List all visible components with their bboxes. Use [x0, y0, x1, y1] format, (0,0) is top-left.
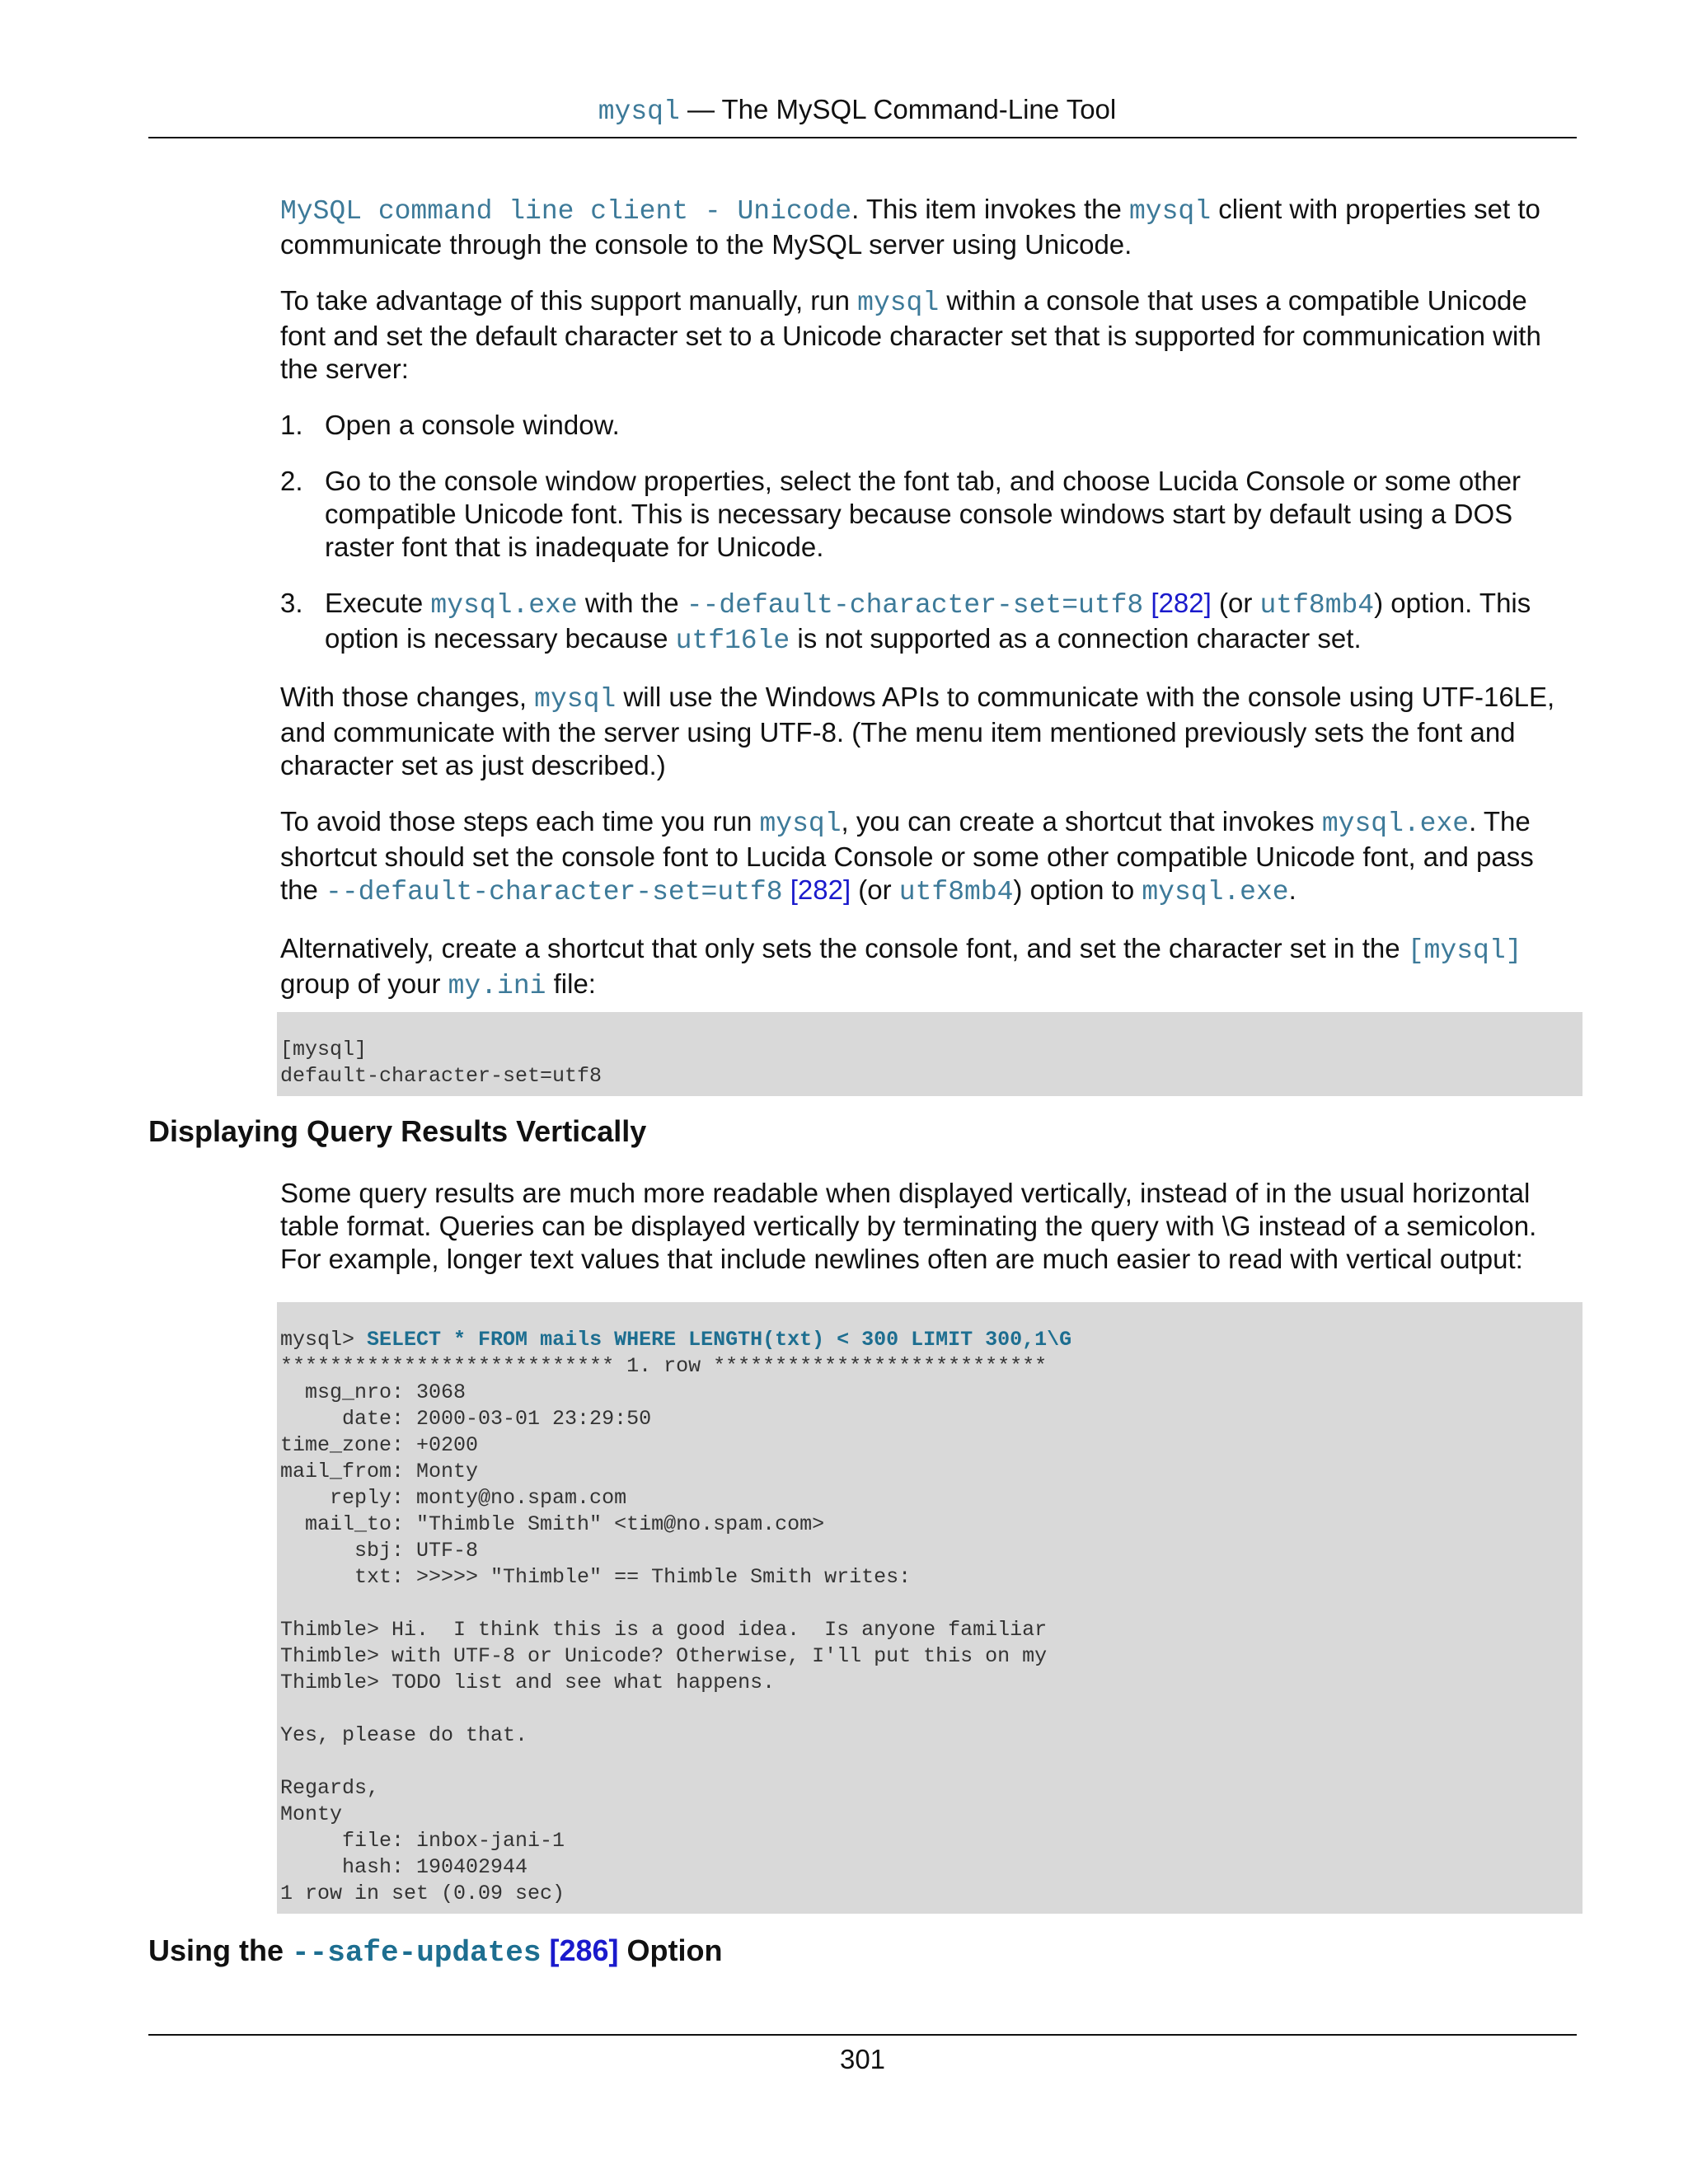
- config-code-block: [mysql] default-character-set=utf8: [277, 1012, 1582, 1096]
- text: Execute: [325, 588, 431, 618]
- menu-item-name: MySQL command line client - Unicode: [280, 196, 852, 227]
- text: .: [1288, 874, 1296, 905]
- code-prompt: mysql>: [280, 1328, 368, 1352]
- code-command: SELECT * FROM mails WHERE LENGTH(txt) < 300 LIMIT 300,1\G: [367, 1328, 1072, 1352]
- page-number: 301: [839, 2044, 886, 2074]
- list-item: [280, 465, 1574, 564]
- inline-code: mysql: [857, 288, 940, 318]
- list-text: Open a console window.: [325, 410, 620, 440]
- query-code-block: [277, 1302, 1582, 1914]
- header-rule: [148, 137, 1577, 138]
- text: To avoid those steps each time you run: [280, 806, 760, 837]
- section-heading-safe-updates: [148, 1933, 723, 1970]
- text: group of your: [280, 968, 448, 999]
- main-content: [280, 193, 1574, 1026]
- option-link[interactable]: --default-character-set=utf8: [686, 590, 1144, 621]
- inline-code: mysql: [534, 684, 617, 715]
- inline-code: mysql: [1129, 196, 1212, 227]
- text: . This item invokes the: [851, 194, 1129, 224]
- option-link[interactable]: --safe-updates: [292, 1936, 542, 1970]
- text: client with properties set to communicate through the console to the MySQL server using Unicode.: [280, 194, 1540, 260]
- steps-list: [280, 409, 1574, 658]
- text: ) option. This option is necessary because: [325, 588, 1531, 654]
- reference-link[interactable]: [286]: [549, 1933, 619, 1967]
- inline-code: mysql.exe: [1142, 877, 1289, 907]
- text: , you can create a shortcut that invokes: [841, 806, 1322, 837]
- reference-link[interactable]: [282]: [1151, 588, 1212, 618]
- running-header: [148, 94, 1566, 127]
- text: is not supported as a connection character set.: [790, 623, 1362, 654]
- section-heading: Displaying Query Results Vertically: [148, 1114, 647, 1148]
- inline-code: utf16le: [675, 626, 790, 656]
- option-link[interactable]: --default-character-set=utf8: [326, 877, 783, 907]
- text: will use the Windows APIs to communicate with the console using UTF-16LE, and communicate with the server using UTF-8. (The menu item mentioned previously sets the font and character set as just described.): [280, 682, 1555, 780]
- list-number: 1.: [280, 410, 303, 440]
- text: with the: [577, 588, 687, 618]
- list-number: 3.: [280, 588, 303, 618]
- list-item: [280, 587, 1574, 658]
- list-text: Go to the console window properties, select the font tab, and choose Lucida Console or some other compatible Unicode font. This is necessary because console windows start by default using a DOS raster font that is inadequate for Unicode.: [325, 466, 1522, 562]
- inline-code: utf8mb4: [1259, 590, 1375, 621]
- paragraph-alternative: [280, 932, 1574, 1003]
- inline-code: mysql.exe: [430, 590, 578, 621]
- inline-code: [mysql]: [1407, 935, 1522, 966]
- footer-rule: [148, 2034, 1577, 2036]
- inline-code: utf8mb4: [898, 877, 1014, 907]
- paragraph-changes: [280, 681, 1574, 782]
- text: Alternatively, create a shortcut that only sets the console font, and set the character set in the: [280, 933, 1408, 963]
- text: (or: [851, 874, 899, 905]
- text: (or: [1211, 588, 1260, 618]
- header-title: — The MySQL Command-Line Tool: [679, 94, 1117, 124]
- paragraph-shortcut: [280, 805, 1574, 909]
- inline-code: mysql: [759, 808, 842, 839]
- text: With those changes,: [280, 682, 535, 712]
- paragraph-vertical: Some query results are much more readable when displayed vertically, instead of in the usual horizontal table format. Queries can be displayed vertically by terminating the query with \G instead of a semicolon. For example, longer text values that include newlines often are much easier to read with vertical output:: [280, 1178, 1537, 1274]
- paragraph-menu-item: [280, 193, 1574, 261]
- list-text: [325, 587, 1574, 658]
- text: file:: [546, 968, 596, 999]
- text: Option: [618, 1933, 723, 1967]
- list-item: [280, 409, 1574, 442]
- header-command: mysql: [598, 96, 680, 127]
- paragraph-manual-support: [280, 284, 1574, 386]
- text: . The shortcut should set the console font to Lucida Console or some other compatible Unicode font, and pass the: [280, 806, 1534, 905]
- text: ) option to: [1013, 874, 1142, 905]
- code-output: *************************** 1. row *************************** msg_nro: 3068 date: 2000-03-01 23:29:50 time_zone: +0200 mail_from: Monty reply: monty@no.spam.com mail_to: "Thimble Smith" <tim@no.spam.com> sbj: UTF-8 txt: >>>>> "Thimble" == Thimble Smith writes: Thimble> Hi. I think this is a good idea. Is anyone familiar Thimble> with UTF-8 or Unicode? Otherwise, I'll put this on my Thimble> TODO list and see what happens. Yes, please do that. Regards, Monty file: inbox-jani-1 hash: 190402944 1 row in set (0.09 sec): [280, 1354, 1048, 1905]
- reference-link[interactable]: [282]: [790, 874, 851, 905]
- inline-code: mysql.exe: [1321, 808, 1470, 839]
- text: Using the: [148, 1933, 293, 1967]
- text: To take advantage of this support manually, run: [280, 285, 858, 316]
- inline-code: my.ini: [448, 971, 546, 1001]
- text: within a console that uses a compatible Unicode font and set the default character set to a Unicode character set that is supported for communication with the server:: [280, 285, 1541, 384]
- list-number: 2.: [280, 466, 303, 496]
